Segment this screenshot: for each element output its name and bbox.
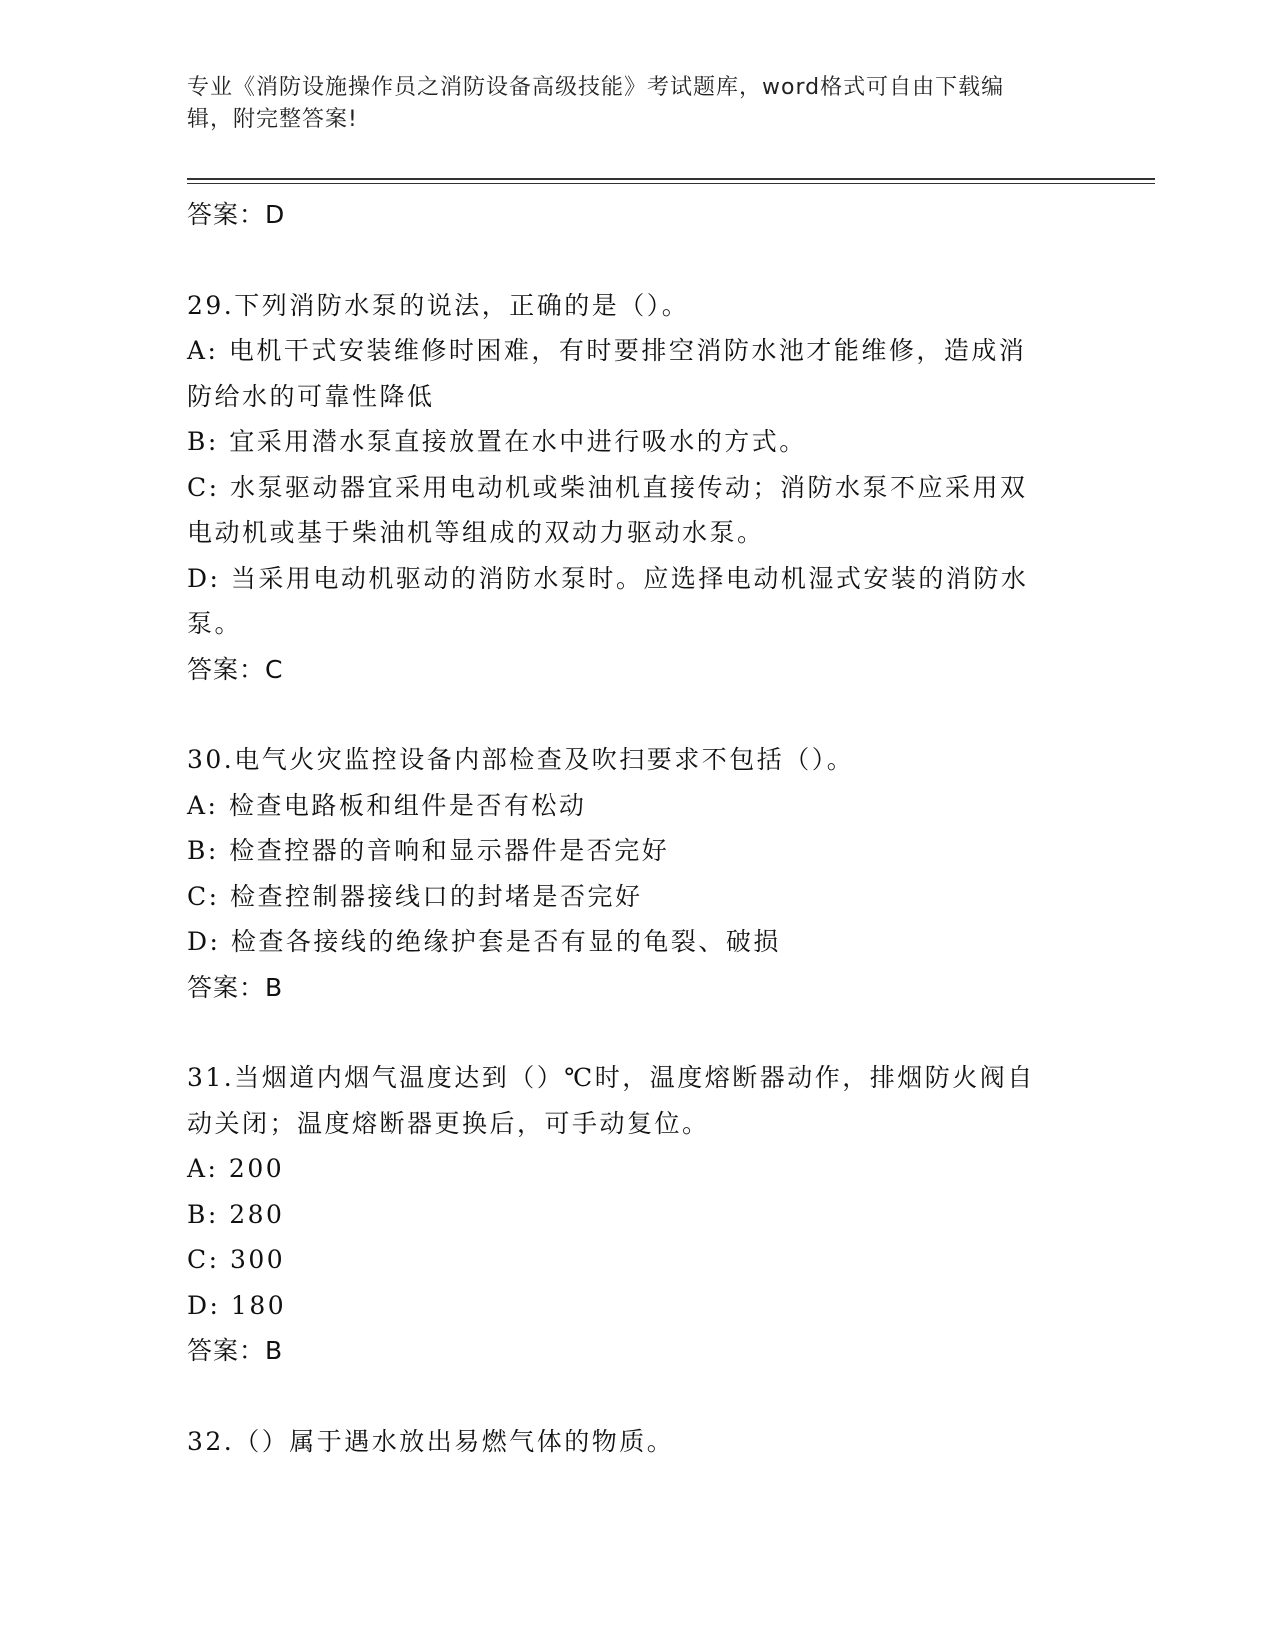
document-body: [187, 192, 1087, 1464]
option-b: B: 280: [187, 1199, 285, 1229]
spacer: [187, 1374, 1087, 1419]
option-c: C: 水泵驱动器宜采用电动机或柴油机直接传动；消防水泵不应采用双: [187, 472, 1028, 502]
option-d: D: 180: [187, 1290, 287, 1320]
spacer: [187, 238, 1087, 283]
option-c: C: 300: [187, 1245, 286, 1274]
header-rule-thin: [187, 183, 1155, 184]
spacer: [187, 1010, 1087, 1055]
answer: 答案：B: [187, 972, 284, 1002]
question-text: 31.当烟道内烟气温度达到（）℃时，温度熔断器动作，排烟防火阀自: [187, 1063, 1035, 1092]
answer: 答案：C: [187, 654, 284, 684]
option-a: A: 200: [187, 1154, 285, 1183]
spacer: [187, 692, 1087, 737]
answer: 答案：B: [187, 1336, 284, 1365]
option-c-cont: 电动机或基于柴油机等组成的双动力驱动水泵。: [187, 518, 765, 547]
question-text: 30.电气火灾监控设备内部检查及吹扫要求不包括（）。: [187, 745, 855, 774]
question-31: [187, 1055, 1087, 1374]
question-text-cont: 动关闭；温度熔断器更换后，可手动复位。: [187, 1108, 710, 1138]
option-a: A: 电机干式安装维修时困难，有时要排空消防水池才能维修，造成消: [187, 336, 1027, 365]
header-rule-thick: [187, 178, 1155, 180]
question-text: 32.（）属于遇水放出易燃气体的物质。: [187, 1426, 675, 1456]
question-text: 29.下列消防水泵的说法，正确的是（）。: [187, 290, 690, 320]
option-c: C: 检查控制器接线口的封堵是否完好: [187, 881, 643, 911]
question-29: [187, 283, 1087, 693]
header-line-1: 专业《消防设施操作员之消防设备高级技能》考试题库，word格式可自由下载编: [187, 75, 1005, 100]
previous-answer: 答案：D: [187, 200, 286, 229]
option-a: A: 检查电路板和组件是否有松动: [187, 790, 587, 820]
question-32: [187, 1419, 1087, 1465]
option-b: B: 宜采用潜水泵直接放置在水中进行吸水的方式。: [187, 427, 807, 456]
page-header: [187, 72, 1087, 136]
option-d: D: 当采用电动机驱动的消防水泵时。应选择电动机湿式安装的消防水: [187, 563, 1029, 593]
option-b: B: 检查控器的音响和显示器件是否完好: [187, 836, 670, 865]
option-d: D: 检查各接线的绝缘护套是否有显的龟裂、破损: [187, 927, 781, 956]
option-a-cont: 防给水的可靠性降低: [187, 381, 435, 411]
option-d-cont: 泵。: [187, 609, 243, 638]
question-30: [187, 737, 1087, 1010]
header-line-2: 辑，附完整答案!: [187, 107, 358, 132]
